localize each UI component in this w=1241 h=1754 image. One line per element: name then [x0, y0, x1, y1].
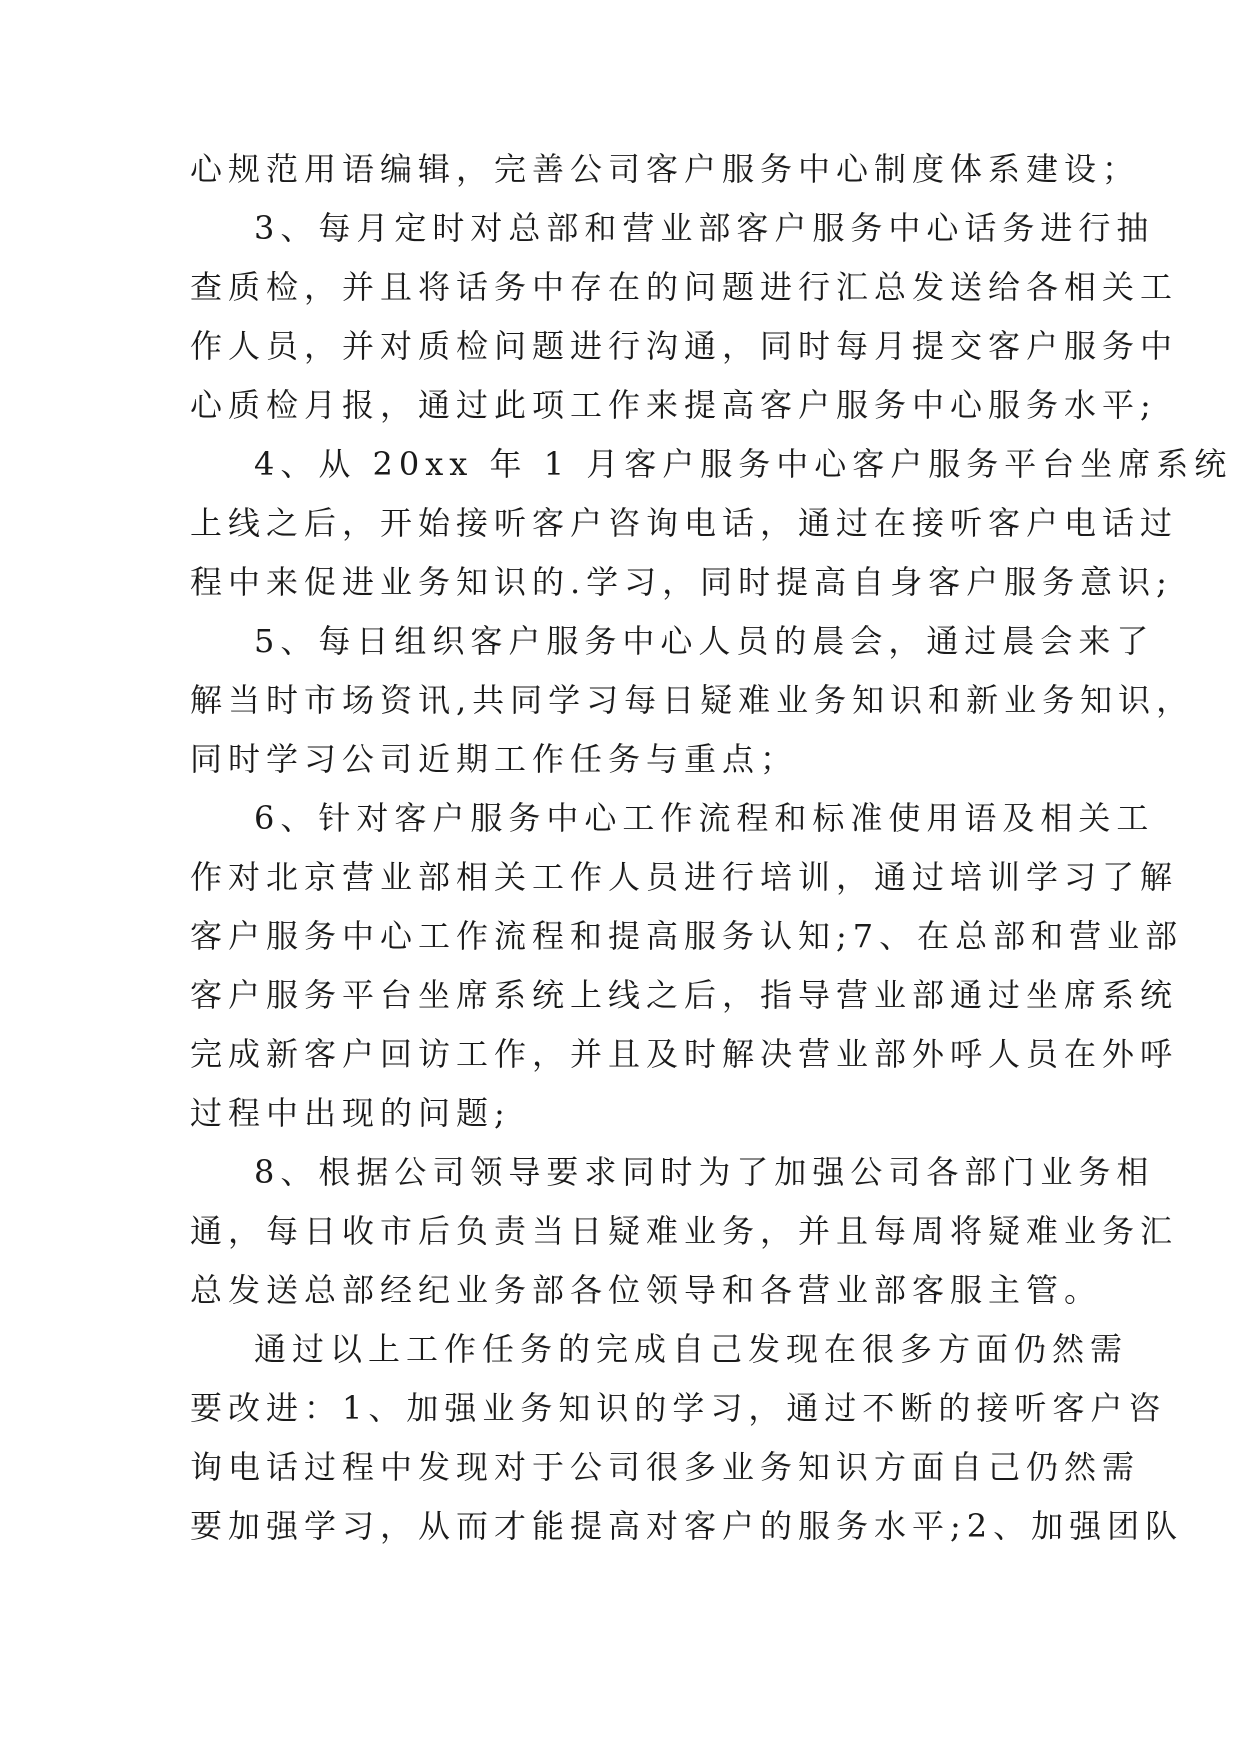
- text-line: 解当时市场资讯,共同学习每日疑难业务知识和新业务知识，: [190, 681, 1195, 719]
- text-line: 程中来促进业务知识的.学习，同时提高自身客户服务意识;: [190, 563, 1173, 601]
- text-line: 要改进：1、加强业务知识的学习，通过不断的接听客户咨: [190, 1389, 1167, 1427]
- text-line: 作对北京营业部相关工作人员进行培训，通过培训学习了解: [190, 858, 1179, 896]
- text-line: 完成新客户回访工作，并且及时解决营业部外呼人员在外呼: [190, 1035, 1179, 1073]
- text-line: 同时学习公司近期工作任务与重点；: [190, 740, 799, 778]
- text-line: 总发送总部经纪业务部各位领导和各营业部客服主管。: [190, 1271, 1103, 1309]
- text-line: 4、从 20xx 年 1 月客户服务中心客户服务平台坐席系统: [254, 445, 1233, 483]
- text-line: 通过以上工作任务的完成自己发现在很多方面仍然需: [254, 1330, 1129, 1368]
- text-line: 通，每日收市后负责当日疑难业务，并且每周将疑难业务汇: [190, 1212, 1179, 1250]
- text-line: 客户服务中心工作流程和提高服务认知;7、在总部和营业部: [190, 917, 1184, 955]
- text-line: 心规范用语编辑，完善公司客户服务中心制度体系建设；: [190, 150, 1141, 188]
- text-line: 6、针对客户服务中心工作流程和标准使用语及相关工: [254, 799, 1155, 837]
- document-body: [190, 140, 1233, 1556]
- text-line: 要加强学习，从而才能提高对客户的服务水平;2、加强团队: [190, 1507, 1184, 1545]
- text-line: 作人员，并对质检问题进行沟通，同时每月提交客户服务中: [190, 327, 1179, 365]
- text-line: 5、每日组织客户服务中心人员的晨会，通过晨会来了: [254, 622, 1155, 660]
- text-line: 8、根据公司领导要求同时为了加强公司各部门业务相: [254, 1153, 1155, 1191]
- text-line: 心质检月报，通过此项工作来提高客户服务中心服务水平;: [190, 386, 1157, 424]
- text-line: 客户服务平台坐席系统上线之后，指导营业部通过坐席系统: [190, 976, 1179, 1014]
- text-line: 查质检，并且将话务中存在的问题进行汇总发送给各相关工: [190, 268, 1179, 306]
- text-line: 过程中出现的问题;: [190, 1094, 511, 1132]
- text-line: 询电话过程中发现对于公司很多业务知识方面自己仍然需: [190, 1448, 1141, 1486]
- text-line: 上线之后，开始接听客户咨询电话，通过在接听客户电话过: [190, 504, 1179, 542]
- text-line: 3、每月定时对总部和营业部客户服务中心话务进行抽: [254, 209, 1155, 247]
